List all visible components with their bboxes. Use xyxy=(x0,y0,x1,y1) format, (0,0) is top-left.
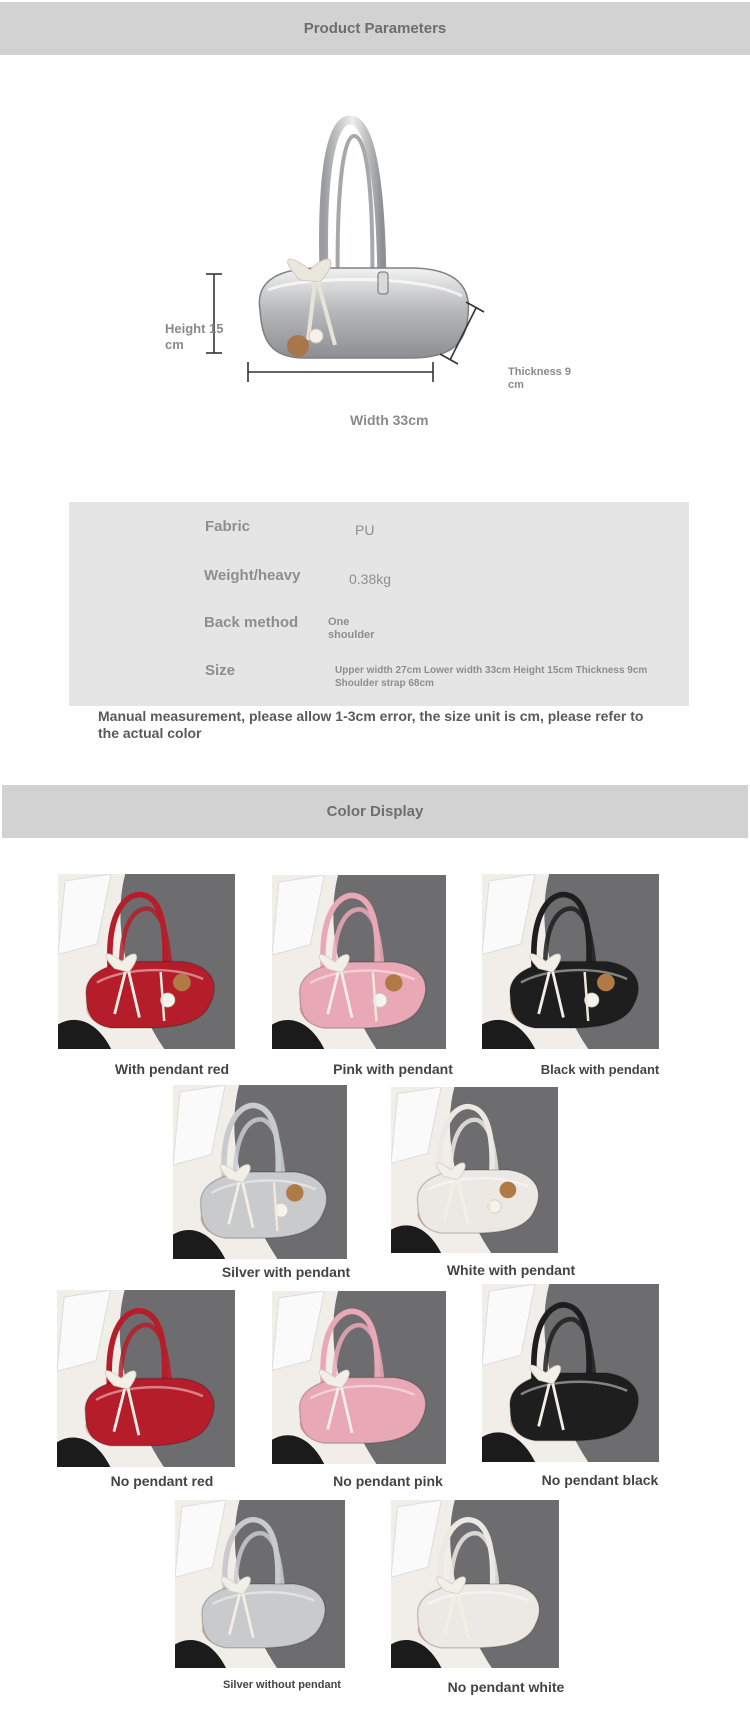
pendant-charm xyxy=(287,335,309,357)
measurement-note: Manual measurement, please allow 1-3cm error, the size unit is cm, please refer to the actual color xyxy=(98,708,644,741)
back-method-label: Back method xyxy=(204,614,299,631)
pendant-charm xyxy=(500,1182,517,1199)
color-display-banner xyxy=(2,785,748,838)
swatch-photo[interactable] xyxy=(57,1290,235,1467)
bag-photo xyxy=(391,1500,559,1668)
swatch-caption: No pendant black xyxy=(541,1472,659,1488)
fabric-label: Fabric xyxy=(205,518,251,535)
swatch-photo[interactable] xyxy=(482,874,659,1049)
bag-body xyxy=(86,962,214,1029)
bag-photo xyxy=(482,1284,659,1462)
pendant-charm xyxy=(597,974,615,992)
swatch-photo[interactable] xyxy=(482,1284,659,1462)
size-label: Size xyxy=(205,662,236,679)
swatch-photo[interactable] xyxy=(58,874,235,1049)
swatch-photo[interactable] xyxy=(391,1500,559,1668)
swatch-caption: Silver without pendant xyxy=(223,1679,341,1691)
bag-photo xyxy=(57,1290,235,1467)
swatch-caption: No pendant white xyxy=(447,1679,565,1695)
swatch-caption: With pendant red xyxy=(114,1061,230,1077)
swatch-photo[interactable] xyxy=(175,1500,345,1668)
swatch-caption: Pink with pendant xyxy=(333,1061,453,1077)
swatch-caption: No pendant pink xyxy=(333,1473,443,1489)
weight-label: Weight/heavy xyxy=(204,567,301,584)
pendant-charm xyxy=(173,974,191,992)
bag-body xyxy=(201,1172,327,1238)
color-display-title: Color Display xyxy=(326,803,424,820)
bag-photo xyxy=(173,1085,347,1259)
bag-body xyxy=(510,962,638,1029)
swatch-caption: Black with pendant xyxy=(540,1062,660,1077)
bag-body xyxy=(510,1373,638,1441)
bag-photo xyxy=(272,1291,446,1464)
product-parameters-banner xyxy=(0,2,750,55)
swatch-caption: White with pendant xyxy=(446,1262,576,1278)
weight-value: 0.38kg xyxy=(349,571,392,587)
back-method-value: One shoulder xyxy=(328,616,375,641)
thickness-label: Thickness 9 cm xyxy=(508,366,571,391)
bag-body xyxy=(417,1170,538,1233)
bag-photo xyxy=(391,1087,558,1253)
bag-photo xyxy=(482,874,659,1049)
swatch-photo[interactable] xyxy=(272,875,446,1049)
parameters-table xyxy=(69,502,689,706)
swatch-photo[interactable] xyxy=(272,1291,446,1464)
bag-body xyxy=(300,962,426,1028)
bag-dimension-diagram xyxy=(150,100,590,440)
bag-photo xyxy=(272,875,446,1049)
fabric-value: PU xyxy=(355,522,375,538)
bag-body xyxy=(418,1584,540,1648)
bag-body xyxy=(300,1378,426,1444)
swatch-photo[interactable] xyxy=(173,1085,347,1259)
height-label: Height 15 cm xyxy=(165,321,224,352)
bag-body xyxy=(85,1379,214,1446)
pendant-charm xyxy=(385,974,402,991)
bag-photo xyxy=(58,874,235,1049)
pendant-charm xyxy=(286,1184,303,1201)
swatch-caption: Silver with pendant xyxy=(221,1264,351,1280)
swatch-photo[interactable] xyxy=(391,1087,558,1253)
swatch-caption: No pendant red xyxy=(110,1473,214,1489)
bag-body xyxy=(202,1584,325,1648)
width-label: Width 33cm xyxy=(350,412,429,428)
bag-photo xyxy=(175,1500,345,1668)
product-parameters-title: Product Parameters xyxy=(303,20,447,37)
size-value: Upper width 27cm Lower width 33cm Height 15cm Thickness 9cm Shoulder strap 68cm xyxy=(335,665,648,689)
